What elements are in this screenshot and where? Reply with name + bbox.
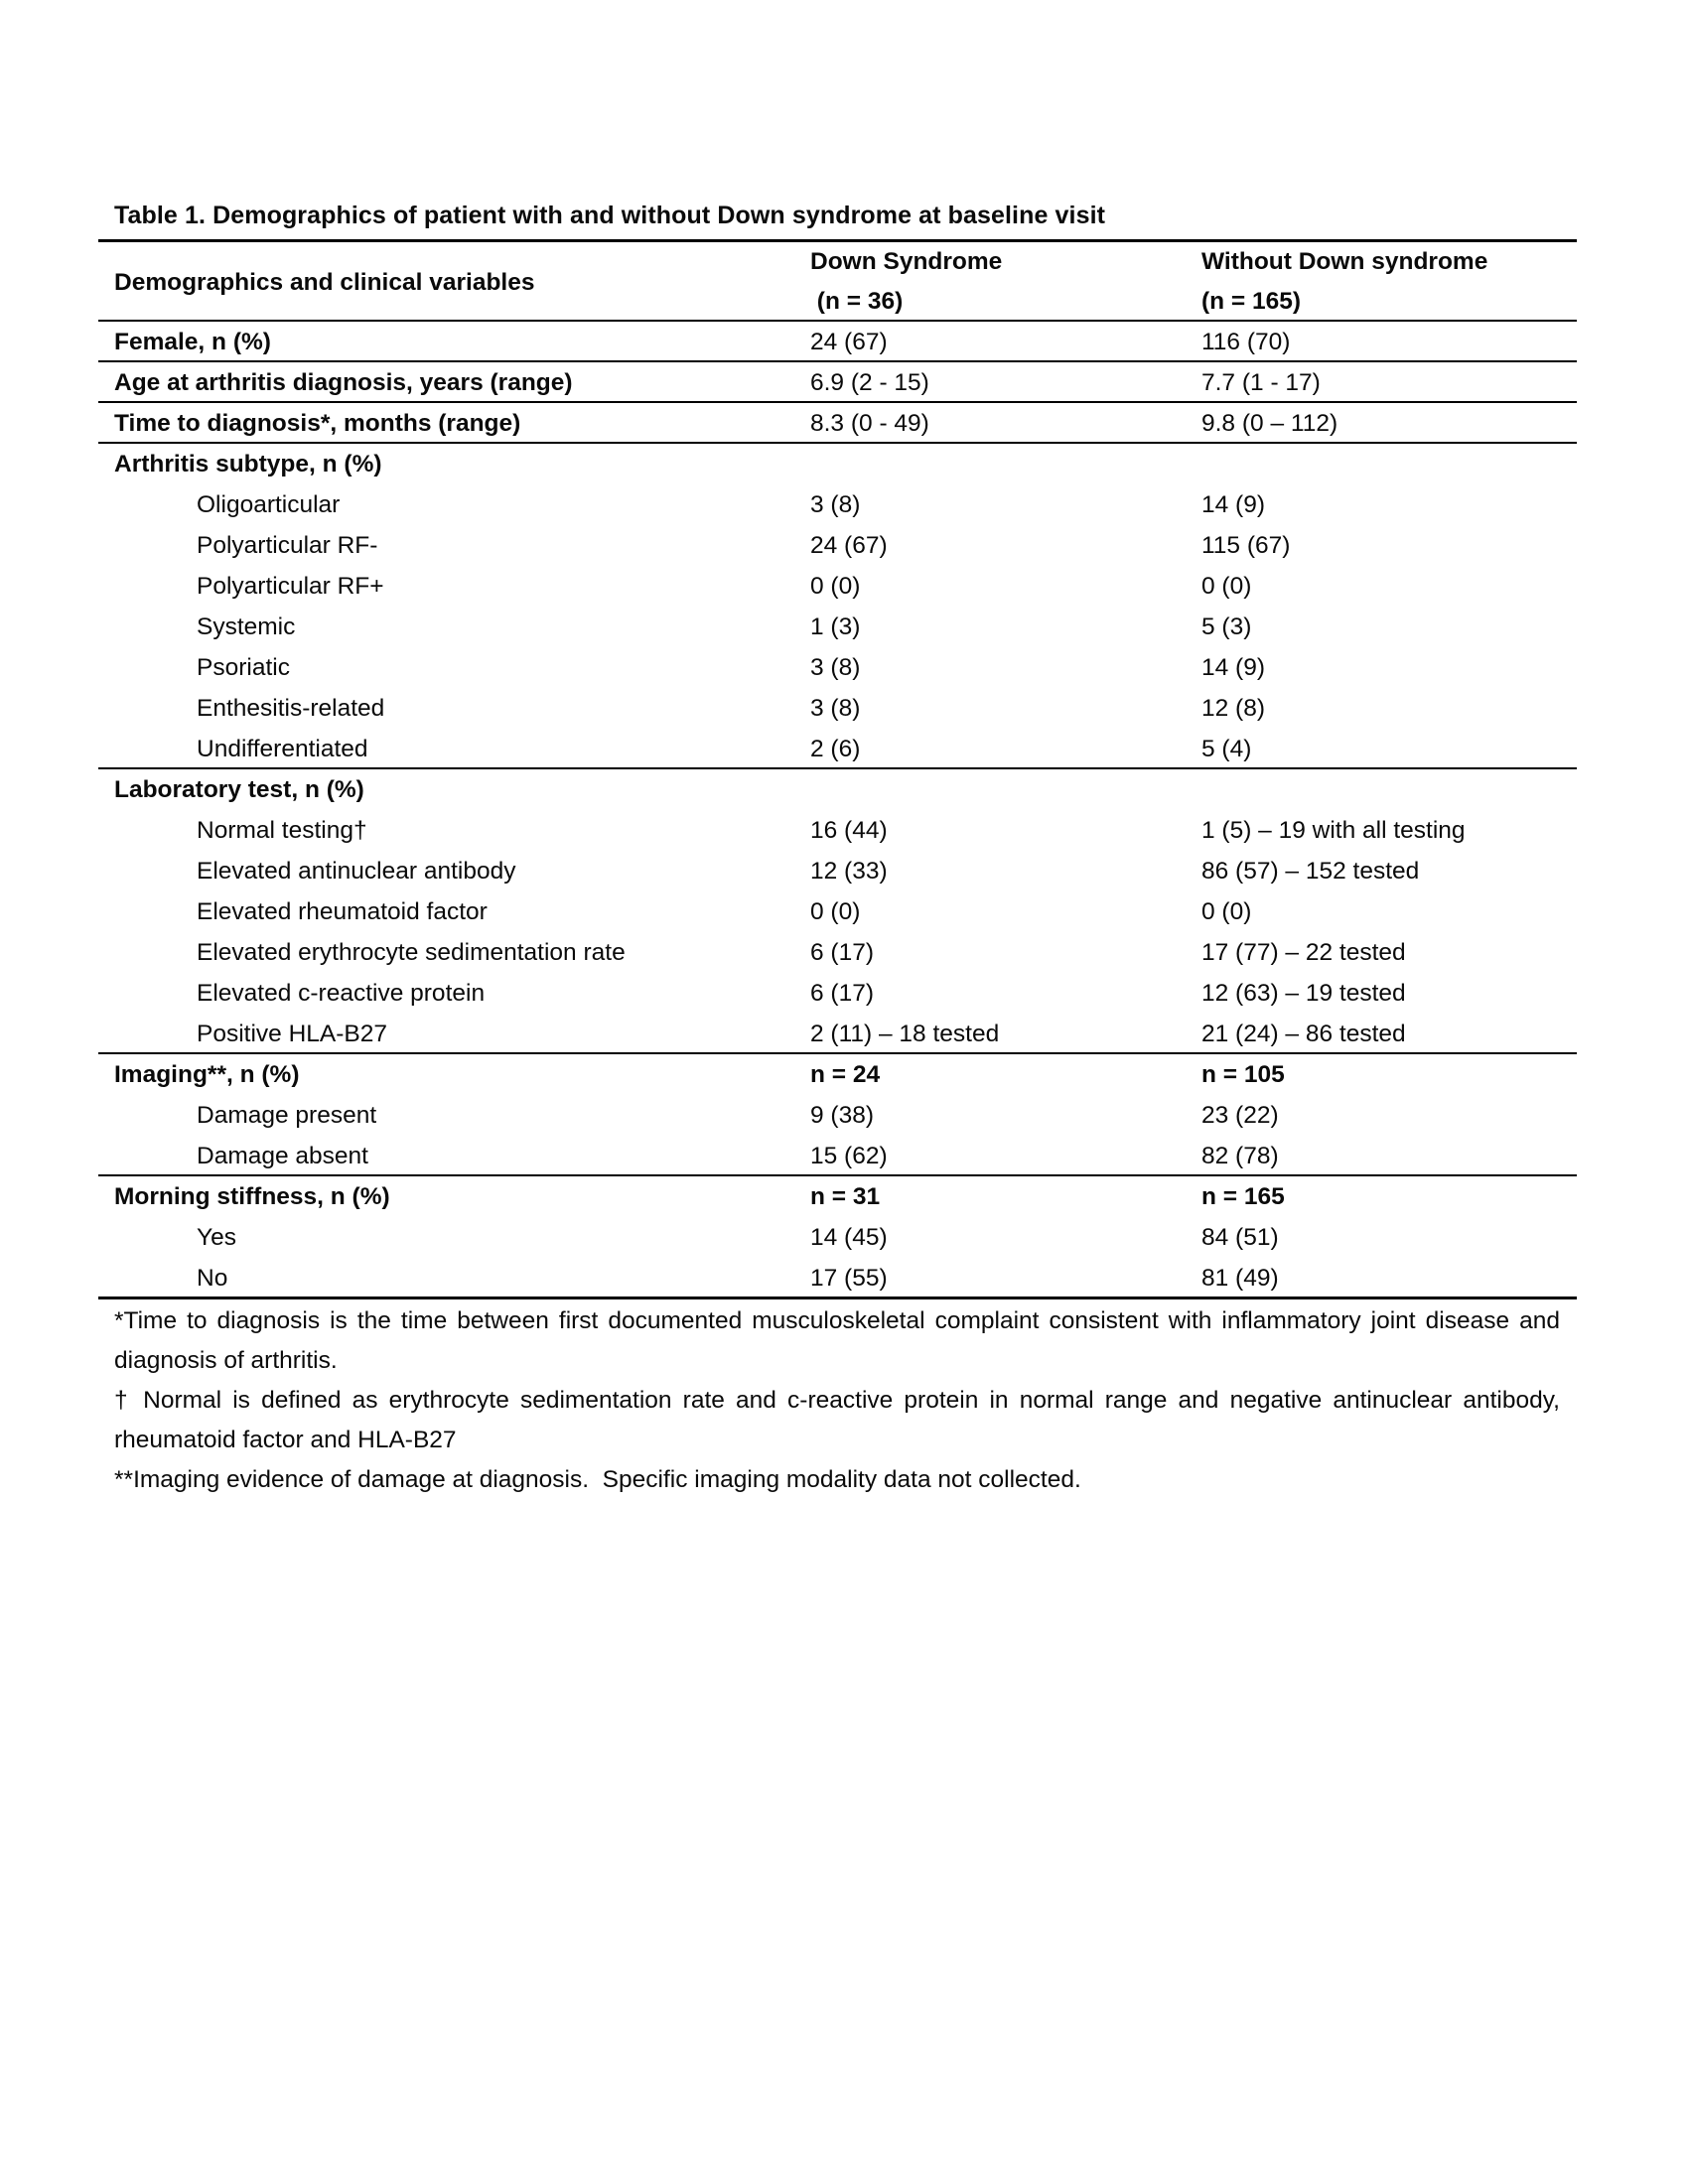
cell-without-down-syndrome: 14 (9) [1201,654,1266,681]
table-row [98,607,1577,647]
table-row [98,525,1577,566]
cell-down-syndrome: 6 (17) [810,939,875,966]
section-header-morning-stiffness [98,1176,1577,1217]
row-label: Normal testing† [197,817,367,844]
row-label: Elevated antinuclear antibody [197,858,516,885]
cell-down-syndrome: 12 (33) [810,858,888,885]
row-label: Elevated rheumatoid factor [197,898,488,925]
cell-without-down-syndrome: 86 (57) – 152 tested [1201,858,1420,885]
cell-down-syndrome: 6.9 (2 - 15) [810,369,929,396]
cell-down-syndrome: 0 (0) [810,898,861,925]
cell-down-syndrome: 0 (0) [810,573,861,600]
cell-without-down-syndrome: 5 (4) [1201,736,1252,762]
header-without-down-syndrome [1201,242,1487,322]
header-down-syndrome-n: (n = 36) [810,288,904,315]
table-row [98,973,1577,1014]
cell-down-syndrome: 24 (67) [810,329,888,355]
table-row [98,688,1577,729]
table-row-time-to-diagnosis [98,403,1577,444]
cell-without-down-syndrome: 0 (0) [1201,898,1252,925]
cell-without-down-syndrome-n: n = 165 [1201,1183,1285,1210]
cell-without-down-syndrome: 23 (22) [1201,1102,1279,1129]
section-label: Laboratory test, n (%) [114,776,364,803]
cell-without-down-syndrome: 84 (51) [1201,1224,1279,1251]
cell-without-down-syndrome: 17 (77) – 22 tested [1201,939,1406,966]
cell-down-syndrome: 2 (11) – 18 tested [810,1021,1000,1047]
table-header-row [98,242,1577,322]
cell-down-syndrome: 3 (8) [810,695,861,722]
table-row [98,566,1577,607]
row-label: Polyarticular RF- [197,532,378,559]
table-row [98,891,1577,932]
header-variables: Demographics and clinical variables [114,269,535,296]
row-label: Positive HLA-B27 [197,1021,388,1047]
cell-down-syndrome: 16 (44) [810,817,888,844]
cell-without-down-syndrome: 12 (8) [1201,695,1266,722]
header-down-syndrome-label: Down Syndrome [810,248,1003,275]
row-label: Damage present [197,1102,377,1129]
row-label: Elevated c-reactive protein [197,980,486,1007]
cell-down-syndrome: 1 (3) [810,614,861,640]
cell-down-syndrome: 8.3 (0 - 49) [810,410,929,437]
table-row [98,1217,1577,1258]
cell-without-down-syndrome: 115 (67) [1201,532,1291,559]
cell-without-down-syndrome: 1 (5) – 19 with all testing [1201,817,1466,844]
row-label: Time to diagnosis*, months (range) [114,410,521,437]
section-label: Imaging**, n (%) [114,1061,300,1088]
row-label: Undifferentiated [197,736,368,762]
cell-without-down-syndrome: 0 (0) [1201,573,1252,600]
cell-down-syndrome: 2 (6) [810,736,861,762]
table-row-age [98,362,1577,403]
footnote-imaging: **Imaging evidence of damage at diagnosis. Specific imaging modality data not collected. [114,1466,1081,1493]
cell-down-syndrome: 6 (17) [810,980,875,1007]
table-row [98,851,1577,891]
row-label: No [197,1265,228,1292]
header-without-down-syndrome-label: Without Down syndrome [1201,248,1488,275]
table-title: Table 1. Demographics of patient with and without Down syndrome at baseline visit [114,202,1106,229]
footnote-normal-testing: † Normal is defined as erythrocyte sedimentation rate and c-reactive protein in normal range and negative antinuclear antibody, rheumatoid factor and HLA-B27 [114,1387,1560,1453]
section-label: Arthritis subtype, n (%) [114,451,382,478]
cell-down-syndrome: 24 (67) [810,532,888,559]
row-label: Oligoarticular [197,491,341,518]
section-label: Morning stiffness, n (%) [114,1183,390,1210]
cell-without-down-syndrome-n: n = 105 [1201,1061,1285,1088]
row-label: Psoriatic [197,654,290,681]
cell-down-syndrome: 15 (62) [810,1143,888,1169]
table-row [98,810,1577,851]
table-footnotes [114,1301,1560,1500]
cell-without-down-syndrome: 14 (9) [1201,491,1266,518]
section-header-imaging [98,1054,1577,1095]
table-row-female [98,322,1577,362]
section-header-arthritis-subtype [98,444,1577,484]
cell-without-down-syndrome: 116 (70) [1201,329,1291,355]
cell-without-down-syndrome: 5 (3) [1201,614,1252,640]
cell-without-down-syndrome: 9.8 (0 – 112) [1201,410,1338,437]
cell-down-syndrome-n: n = 31 [810,1183,881,1210]
demographics-table [98,239,1577,1299]
table-row [98,932,1577,973]
table-row [98,729,1577,769]
cell-without-down-syndrome: 21 (24) – 86 tested [1201,1021,1406,1047]
row-label: Damage absent [197,1143,368,1169]
header-down-syndrome [810,242,1002,322]
row-label: Elevated erythrocyte sedimentation rate [197,939,626,966]
table-row [98,1136,1577,1176]
cell-without-down-syndrome: 81 (49) [1201,1265,1279,1292]
cell-down-syndrome: 3 (8) [810,654,861,681]
row-label: Female, n (%) [114,329,271,355]
cell-without-down-syndrome: 12 (63) – 19 tested [1201,980,1406,1007]
row-label: Polyarticular RF+ [197,573,384,600]
table-row [98,1014,1577,1054]
table-row [98,1095,1577,1136]
cell-down-syndrome: 14 (45) [810,1224,888,1251]
section-header-laboratory-test [98,769,1577,810]
table-row [98,647,1577,688]
table-row [98,1258,1577,1299]
cell-down-syndrome-n: n = 24 [810,1061,881,1088]
row-label: Enthesitis-related [197,695,385,722]
cell-down-syndrome: 9 (38) [810,1102,875,1129]
table-row [98,484,1577,525]
header-without-down-syndrome-n: (n = 165) [1201,288,1302,315]
row-label: Age at arthritis diagnosis, years (range) [114,369,573,396]
row-label: Yes [197,1224,236,1251]
row-label: Systemic [197,614,296,640]
cell-down-syndrome: 17 (55) [810,1265,888,1292]
footnote-time-to-diagnosis: *Time to diagnosis is the time between first documented musculoskeletal complaint consistent with inflammatory joint disease and diagnosis of arthritis. [114,1307,1560,1374]
cell-down-syndrome: 3 (8) [810,491,861,518]
cell-without-down-syndrome: 7.7 (1 - 17) [1201,369,1321,396]
cell-without-down-syndrome: 82 (78) [1201,1143,1279,1169]
